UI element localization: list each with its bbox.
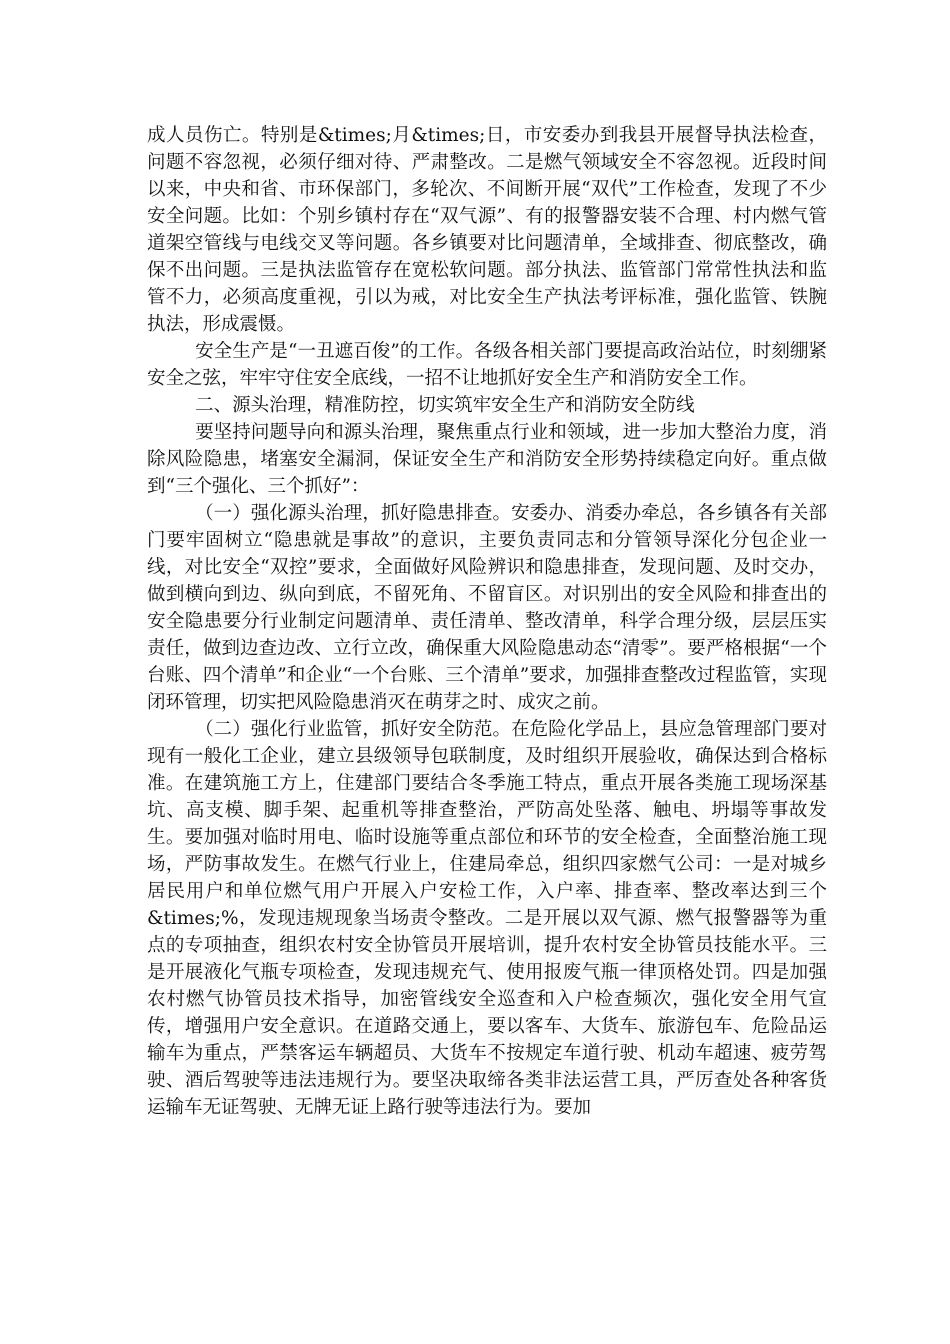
section-heading: 二、源头治理，精准防控，切实筑牢安全生产和消防安全防线 [195,395,695,416]
paragraph: （一）强化源头治理，抓好隐患排查。安委办、消委办牵总，各乡镇各有关部门要牢固树立“隐患就是事故”的意识，主要负责同志和分管领导深化分包企业一线，对比安全“双控”要求，全面做好风险辨识和隐患排查，发现问题、及时交办，做到横向到边、纵向到底，不留死角、不留盲区。对识别出的安全风险和排查出的安全隐患要分行业制定问题清单、责任清单、整改清单，科学合理分级，层层压实责任，做到边查边改、立行立改，确保重大风险隐患动态“清零”。要严格根据“一个台账、四个清单”和企业“一个台账、三个清单”要求，加强排查整改过程监管，实现闭环管理，切实把风险隐患消灭在萌芽之时、成灾之前。 [147,503,827,713]
paragraph: （二）强化行业监管，抓好安全防范。在危险化学品上，县应急管理部门要对现有一般化工企业，建立县级领导包联制度，及时组织开展验收，确保达到合格标准。在建筑施工方上，住建部门要结合冬季施工特点，重点开展各类施工现场深基坑、高支模、脚手架、起重机等排查整治，严防高处坠落、触电、坍塌等事故发生。要加强对临时用电、临时设施等重点部位和环节的安全检查，全面整治施工现场，严防事故发生。在燃气行业上，住建局牵总，组织四家燃气公司：一是对城乡居民用户和单位燃气用户开展入户安检工作，入户率、排查率、整改率达到三个&times;%，发现违规现象当场责令整改。二是开展以双气源、燃气报警器等为重点的专项抽查，组织农村安全协管员开展培训，提升农村安全协管员技能水平。三是开展液化气瓶专项检查，发现违规充气、使用报废气瓶一律顶格处罚。四是加强农村燃气协管员技术指导，加密管线安全巡查和入户检查频次，强化安全用气宣传，增强用户安全意识。在道路交通上，要以客车、大货车、旅游包车、危险品运输车为重点，严禁客运车辆超员、大货车不按规定车道行驶、机动车超速、疲劳驾驶、酒后驾驶等违法违规行为。要坚决取缔各类非法运营工具，严厉查处各种客货运输车无证驾驶、无牌无证上路行驶等违法行为。要加 [147,719,827,1118]
paragraph: 要坚持问题导向和源头治理，聚焦重点行业和领域，进一步加大整治力度，消除风险隐患，堵塞安全漏洞，保证安全生产和消防安全形势持续稳定向好。重点做到“三个强化、三个抓好”： [147,422,827,497]
paragraph: 成人员伤亡。特别是&times;月&times;日，市安委办到我县开展督导执法检查，问题不容忽视，必须仔细对待、严肃整改。二是燃气领域安全不容忽视。近段时间以来，中央和省、市环保部门，多轮次、不间断开展“双代”工作检查，发现了不少安全问题。比如：个别乡镇村存在“双气源”、有的报警器安装不合理、村内燃气管道架空管线与电线交叉等问题。各乡镇要对比问题清单，全域排查、彻底整改，确保不出问题。三是执法监管存在宽松软问题。部分执法、监管部门常常性执法和监管不力，必须高度重视，引以为戒，对比安全生产执法考评标准，强化监管、铁腕执法，形成震慑。 [147,125,827,335]
document-body [147,122,827,1121]
paragraph: 安全生产是“一丑遮百俊”的工作。各级各相关部门要提高政治站位，时刻绷紧安全之弦，牢牢守住安全底线，一招不让地抓好安全生产和消防安全工作。 [147,341,827,389]
